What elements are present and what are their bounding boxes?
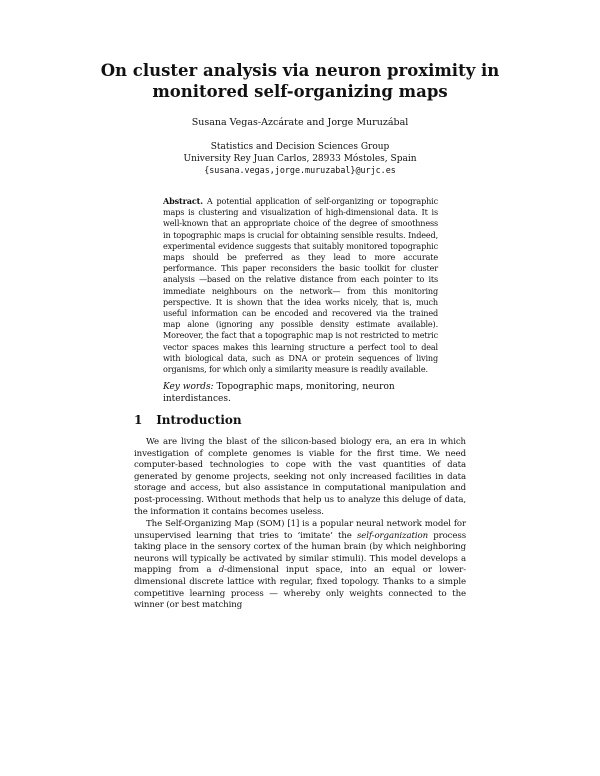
section-title: Introduction xyxy=(156,413,242,427)
affiliation-block xyxy=(0,142,600,177)
paragraph-1: We are living the blast of the silicon-based biology era, an era in which investigation of complete genomes is viable for the first time. We need computer-based technologies to cope with the vast quantities of data generated by genome projects, seeking not only increased facilities in data storage and access, but also assistance in computational manipulation and post-processing. Without methods that help us to analyze this deluge of data, the information it contains becomes useless. xyxy=(134,437,466,517)
abstract-text: A potential application of self-organizing or topographic maps is clustering and visualization of high-dimensional data. It is well-known that an appropriate choice of the degree of smoothness in topographic maps is crucial for obtaining sensible results. Indeed, experimental evidence suggests that suitably monitored topographic maps should be preferred as they lead to more accurate performance. This paper reconsiders the basic toolkit for cluster analysis —based on the relative distance from each pointer to its immediate neighbours on the network— from this monitoring perspective. It is shown that the idea works nicely, that is, much useful information can be encoded and recovered via the trained map alone (ignoring any possible density estimate available). Moreover, the fact that a topographic map is not restricted to metric vector spaces makes this learning structure a perfect tool to deal with biological data, such as DNA or protein sequences of living organisms, for which only a similarity measure is readily available. xyxy=(163,196,438,375)
author-email: {susana.vegas,jorge.muruzabal}@urjc.es xyxy=(204,165,396,175)
abstract-label: Abstract. xyxy=(163,196,203,206)
paragraph-2 xyxy=(134,519,466,612)
keywords-label: Key words: xyxy=(163,382,214,392)
title-line-2: monitored self-organizing maps xyxy=(152,82,448,101)
keywords-text: Topographic maps, monitoring, neuron interdistances. xyxy=(163,382,395,404)
keywords-block xyxy=(163,381,463,405)
paragraph-2-part-a: The Self-Organizing Map (SOM) [1] is a popular neural network model for unsupervised learning that tries to ‘imitate’ the xyxy=(134,519,466,541)
paragraph-2-italic-term: self-organization xyxy=(356,530,429,541)
paper-title xyxy=(0,60,600,102)
paragraph-2-part-b: process taking place in the sensory cortex of the human brain (by which neighboring neurons will typically be activated by similar stimuli). This model develops a mapping from a xyxy=(134,530,467,576)
abstract-block xyxy=(163,196,438,375)
paragraph-2-part-c: -dimensional input space, into an equal or lower-dimensional discrete lattice with regular, fixed topology. Thanks to a simple competitive learning process — whereby only weights connected to the winner (or best matching xyxy=(134,565,466,611)
affiliation-line-2: University Rey Juan Carlos, 28933 Móstoles, Spain xyxy=(183,153,417,164)
affiliation-line-1: Statistics and Decision Sciences Group xyxy=(210,142,390,152)
title-line-1: On cluster analysis via neuron proximity in xyxy=(100,61,500,80)
author-list: Susana Vegas-Azcárate and Jorge Muruzábal xyxy=(191,117,409,128)
section-number: 1 xyxy=(134,413,143,427)
paragraph-2-math-d: d xyxy=(218,565,225,576)
section-heading xyxy=(134,413,242,427)
